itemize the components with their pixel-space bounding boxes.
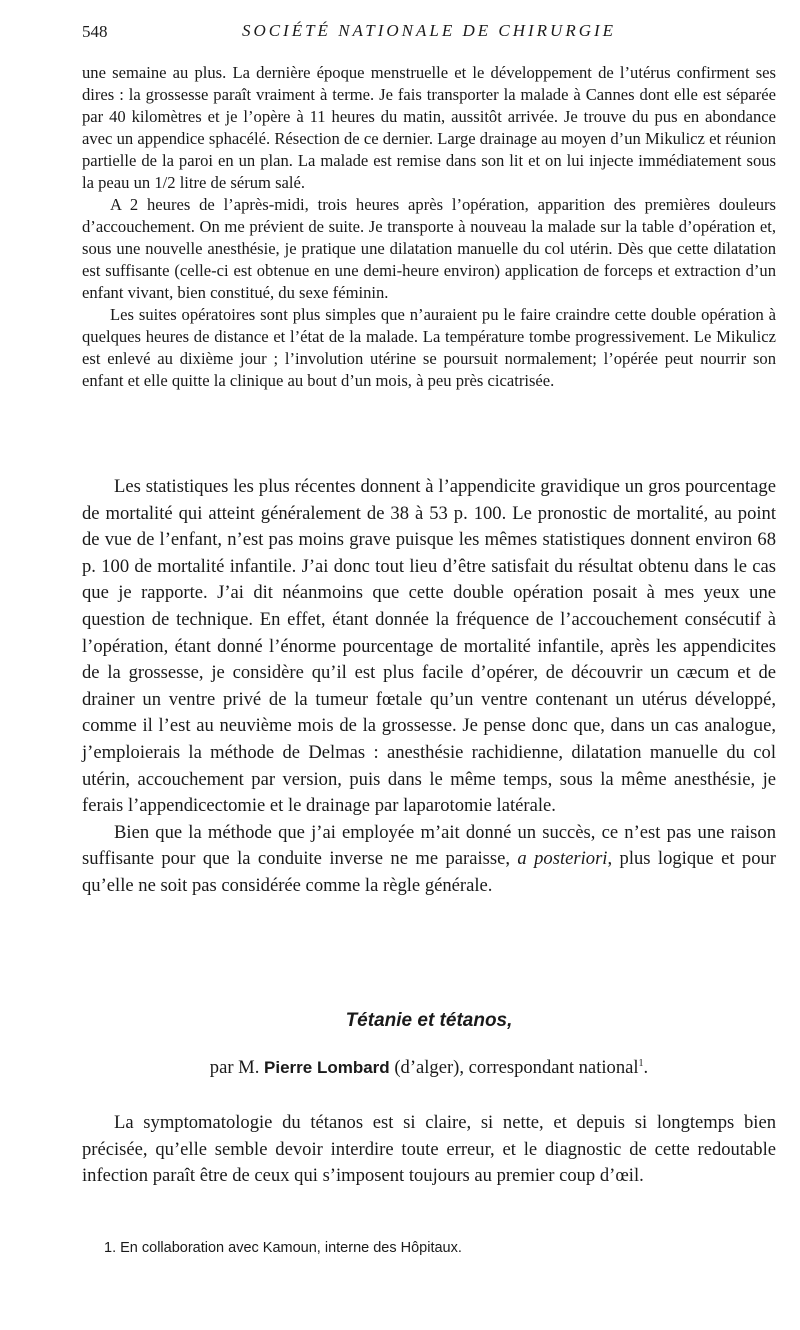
byline-suffix: (d’alger), correspondant national <box>389 1057 639 1078</box>
text-run: , plus logique et pour qu’elle ne soit pas considérée comme la règle générale. <box>82 848 776 896</box>
section-body <box>82 1110 776 1190</box>
paragraph: A 2 heures de l’après-midi, trois heures après l’opération, apparition des premières douleurs d’accouchement. On me prévient de suite. Je transporte à nouveau la malade sur la table d’opération et, sous une nouvelle anesthésie, je pratique une dilatation manuelle du col utérin. Dès que cette dilatation est suffisante (celle-ci est obtenue en une demi-heure environ) application de forceps et extraction d’un enfant vivant, bien constitué, du sexe féminin. <box>82 195 776 302</box>
byline: par M. Pierre Lombard (d’alger), correspondant national$^1$. <box>209 1057 649 1078</box>
discussion-block <box>82 474 776 900</box>
paragraph: Les suites opératoires sont plus simples que n’auraient pu le faire craindre cette double opération à quelques heures de distance et l’état de la malade. La température tombe progressivement. Le Mikulicz est enlevé au dixième jour ; l’involution utérine se poursuit normalement; l’opérée peut nourrir son enfant et elle quitte la clinique au bout d’un mois, à peu près cicatrisée. <box>82 305 776 390</box>
running-head: SOCIÉTÉ NATIONALE DE CHIRURGIE <box>241 21 617 40</box>
case-report-block <box>82 62 776 392</box>
italic-term: a posteriori <box>517 848 608 870</box>
page-header <box>82 18 776 48</box>
text-run: Bien que la méthode que j’ai employée m’ait donné un succès, ce n’est pas une raison suffisante pour que la conduite inverse ne me paraisse, <box>82 821 776 870</box>
footnote: 1. En collaboration avec Kamoun, interne des Hôpitaux. <box>104 1240 462 1256</box>
paragraph: une semaine au plus. La dernière époque menstruelle et le développement de l’utérus confirment ses dires : la grossesse paraît vraiment à terme. Je fais transporter la malade à Cannes dont elle est séparée par 40 kilomètres et je l’opère à 11 heures du matin, aussitôt arrivée. Je trouve du pus en abondance avec un appendice sphacélé. Résection de ce dernier. Large drainage au moyen d’un Mikulicz et réunion partielle de la paroi en un plan. La malade est remise dans son lit et on lui injecte immédiatement sous la peau un 1/2 litre de sérum salé. <box>82 63 776 192</box>
page-number: 548 <box>82 22 108 41</box>
byline-prefix: par M. <box>209 1057 265 1078</box>
section-title: Tétanie et tétanos, <box>345 1010 513 1031</box>
paragraph <box>82 820 776 900</box>
paragraph: La symptomatologie du tétanos est si claire, si nette, et depuis si longtemps bien précisée, qu’elle semble devoir interdire toute erreur, et le diagnostic de cette redoutable infection paraît être de ceux qui s’imposent toujours au premier coup d’œil. <box>82 1112 776 1187</box>
footnote-mark: 1 <box>638 1057 644 1069</box>
author-name: Pierre Lombard <box>264 1058 390 1077</box>
paragraph: Les statistiques les plus récentes donnent à l’appendicite gravidique un gros pourcentage de mortalité qui atteint généralement de 38 à 53 p. 100. Le pronostic de mortalité, au point de vue de l’enfant, n’est pas moins grave puisque les mêmes statistiques donnent environ 68 p. 100 de mortalité infantile. J’ai donc tout lieu d’être satisfait du résultat obtenu dans le cas que je rapporte. J’ai dit néanmoins que cette double opération posait à mes yeux une question de technique. En effet, étant donnée la fréquence de l’accouchement consécutif à l’opération, étant donné l’énorme pourcentage de mortalité infantile, après les appendicites de la grossesse, je considère qu’il est plus facile d’opérer, de découvrir un cæcum et de drainer un ventre privé de la tumeur fœtale qu’un ventre contenant un utérus développé, comme il l’est au neuvième mois de la grossesse. Je pense donc que, dans un cas analogue, j’emploierais la méthode de Delmas : anesthésie rachidienne, dilatation manuelle du col utérin, accouchement par version, puis dans le même temps, sous la même anesthésie, je ferais l’appendicectomie et le drainage par laparotomie latérale. <box>82 476 776 817</box>
